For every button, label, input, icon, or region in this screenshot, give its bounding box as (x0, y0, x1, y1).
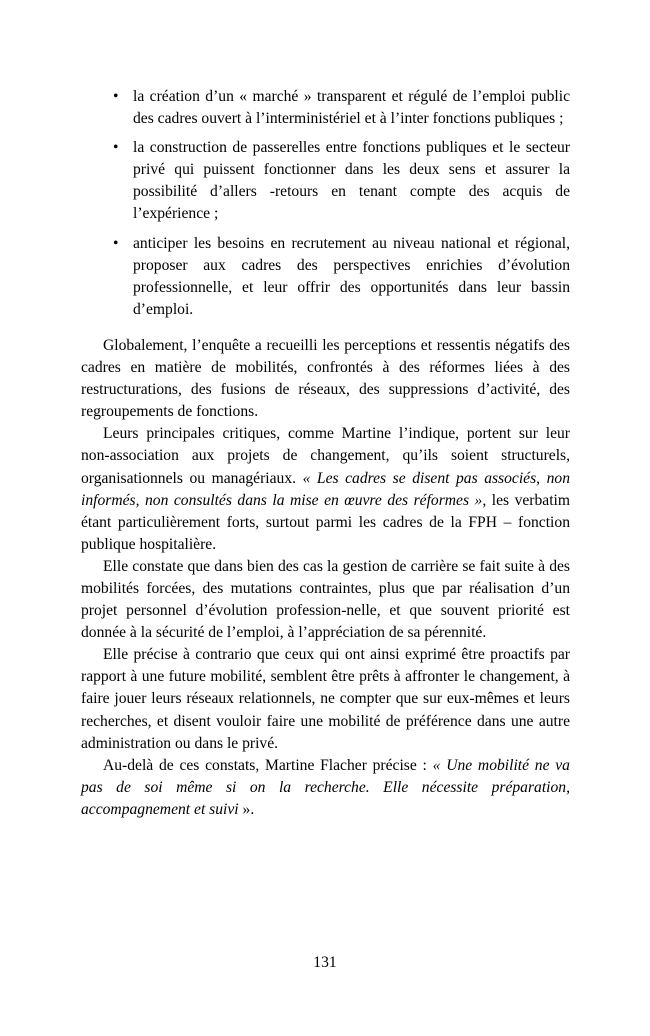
bullet-icon: • (113, 234, 119, 252)
list-item (81, 137, 570, 225)
paragraph-contrario: Elle précise à contrario que ceux qui ont ainsi exprimé être proactifs par rapport à une future mobilité, semblent être prêts à affronter le changement, à faire jouer leurs réseaux relationnels, ne compter que sur eux-mêmes et leurs recherches, et disent vouloir faire une mobilité de préférence dans une autre administration ou dans le privé. (81, 646, 570, 752)
list-item (81, 233, 570, 321)
bullet-list (81, 86, 570, 321)
paragraph-au-dela (81, 755, 570, 821)
page-number: 131 (313, 954, 337, 971)
list-item-text: la construction de passerelles entre fonctions publiques et le secteur privé qui puissent fonctionner dans les deux sens et assurer la possibilité d’allers -retours en tenant compte des acquis de l’expérience ; (133, 139, 570, 223)
list-item-text: anticiper les besoins en recrutement au niveau national et régional, proposer aux cadres des perspectives enrichies d’évolution professionnelle, et leur offrir des opportunités dans leur bassin d’emploi. (133, 234, 570, 318)
paragraph-critiques (81, 423, 570, 556)
bullet-icon: • (113, 139, 119, 157)
list-item-text: la création d’un « marché » transparent et régulé de l’emploi public des cadres ouvert à l’interministériel et à l’inter fonctions publiques ; (133, 88, 570, 128)
inline-quotation: « Les cadres se disent pas associés, non informés, non consultés dans la mise en œuvre des réformes », (81, 469, 571, 509)
paragraph-tail-text: les verbatim étant particulièrement forts, surtout parmi les cadres de la FPH – fonction publique hospitalière. (81, 491, 570, 553)
paragraph-globalement: Globalement, l’enquête a recueilli les perceptions et ressentis négatifs des cadres en matière de mobilités, confrontés à des réformes liées à des restructurations, des fusions de réseaux, des suppressions d’activité, des regroupements de fonctions. (81, 336, 570, 421)
paragraph-lead-text: Au-delà de ces constats, Martine Flacher précise : (103, 756, 433, 774)
bullet-icon: • (113, 88, 119, 105)
page-text-block (81, 86, 570, 821)
paragraph-tail-text: ». (238, 800, 255, 818)
list-item (81, 86, 570, 130)
paragraph-gestion-carriere: Elle constate que dans bien des cas la gestion de carrière se fait suite à des mobilités forcées, des mutations contraintes, plus que par réalisation d’un projet personnel d’évolution profession-nelle, et que souvent priorité est donnée à la sécurité de l’emploi, à l’appréciation de sa pérennité. (81, 557, 570, 642)
paragraph-lead-text: Leurs principales critiques, comme Martine l’indique, portent sur leur non-association aux projets de changement, qu’ils soient structurels, organisationnels ou managériaux. (81, 425, 570, 487)
inline-quotation: « Une mobilité ne va pas de soi même si on la recherche. Elle nécessite préparation, accompagnement et suivi (81, 756, 570, 818)
